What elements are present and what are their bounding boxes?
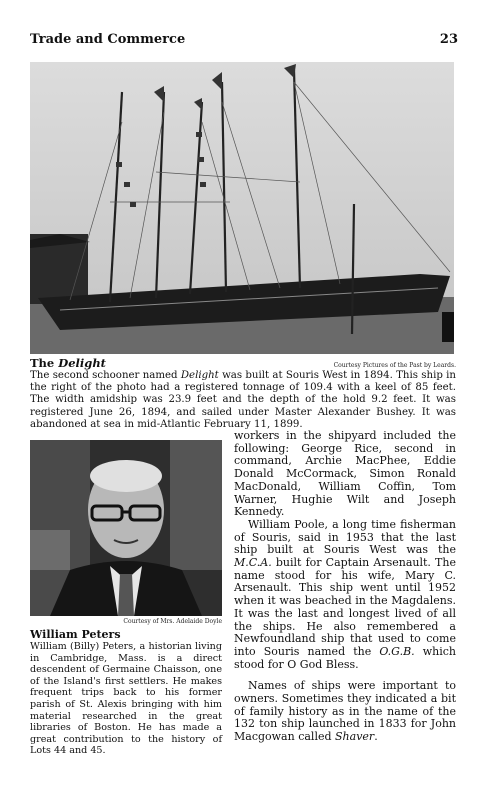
body-paragraph-run: . bbox=[374, 730, 378, 744]
section-title: Trade and Commerce bbox=[30, 32, 186, 47]
body-paragraph-run: Names of ships were important to owners. Sometimes they indicated a bit of family history as in the name of the 132 ton ship launched in 1833 for John Macgowan called bbox=[234, 679, 456, 744]
body-paragraph-run: which stood for O God Bless. bbox=[234, 644, 457, 671]
ship-caption-run: was built at Souris West in 1894. This ship in the right of the photo had a registered tonnage of 109.4 with a keel of 85 feet. The width amidship was 23.9 feet and the depth of the hold 9.2 feet. It was registered June 26, 1894, and sailed under Master Alexander Bushey. It was abandoned at sea in mid-Atlantic February 11, 1899. bbox=[30, 370, 456, 430]
portrait-photo-credit: Courtesy of Mrs. Adelaide Doyle bbox=[123, 618, 222, 625]
ship-caption-title: The Delight bbox=[30, 356, 106, 370]
body-paragraph-run: built for Captain Arsenault. The name stood for his wife, Mary C. Arsenault. This ship went until 1952 when it was beached in the Magdalens. It was the last and longest lived of all the ships. He also remembered a Newfoundland ship that used to come into Souris named the bbox=[234, 556, 456, 658]
page-number: 23 bbox=[439, 32, 458, 47]
body-paragraph-run: workers in the shipyard included the following: George Rice, second in command, Archie MacPhee, Eddie Donald McCormack, Simon Ronald MacDonald, William Coffin, Tom Warner, Hughie Wilt and Joseph Kennedy. bbox=[234, 429, 456, 519]
body-paragraph-run: William Poole, a long time fisherman of Souris, said in 1953 that the last ship built at Souris West was the bbox=[234, 517, 456, 557]
portrait-photo bbox=[30, 440, 222, 616]
body-paragraph-italic-run: M.C.A. bbox=[234, 556, 272, 570]
right-column-text bbox=[234, 430, 456, 744]
page-header bbox=[30, 32, 458, 47]
body-paragraph bbox=[234, 519, 456, 671]
body-paragraph bbox=[234, 680, 456, 744]
ship-photo-credit: Courtesy Pictures of the Past by Leards. bbox=[333, 362, 456, 369]
portrait-photo-drawing bbox=[30, 440, 222, 616]
body-paragraph-italic-run: Shaver bbox=[335, 730, 375, 744]
portrait-caption-text: William (Billy) Peters, a historian living in Cambridge, Mass. is a direct descendent of Germaine Chaisson, one of the Island's first settlers. He makes frequent trips back to his former parish of St. Alexis bringing with him material researched in the great libraries of Boston. He has made a great contribution to the history of Lots 44 and 45. bbox=[30, 641, 222, 757]
ship-caption-text bbox=[30, 370, 456, 431]
ship-caption-row bbox=[30, 356, 456, 370]
ship-caption-italic-run: Delight bbox=[180, 370, 219, 381]
body-paragraph-italic-run: O.G.B. bbox=[379, 644, 415, 658]
body-paragraph bbox=[234, 430, 456, 519]
schooner-photo-drawing bbox=[30, 62, 454, 354]
ship-caption-run: The second schooner named bbox=[30, 370, 181, 381]
portrait-caption-title: William Peters bbox=[30, 628, 121, 641]
schooner-photo bbox=[30, 62, 454, 354]
